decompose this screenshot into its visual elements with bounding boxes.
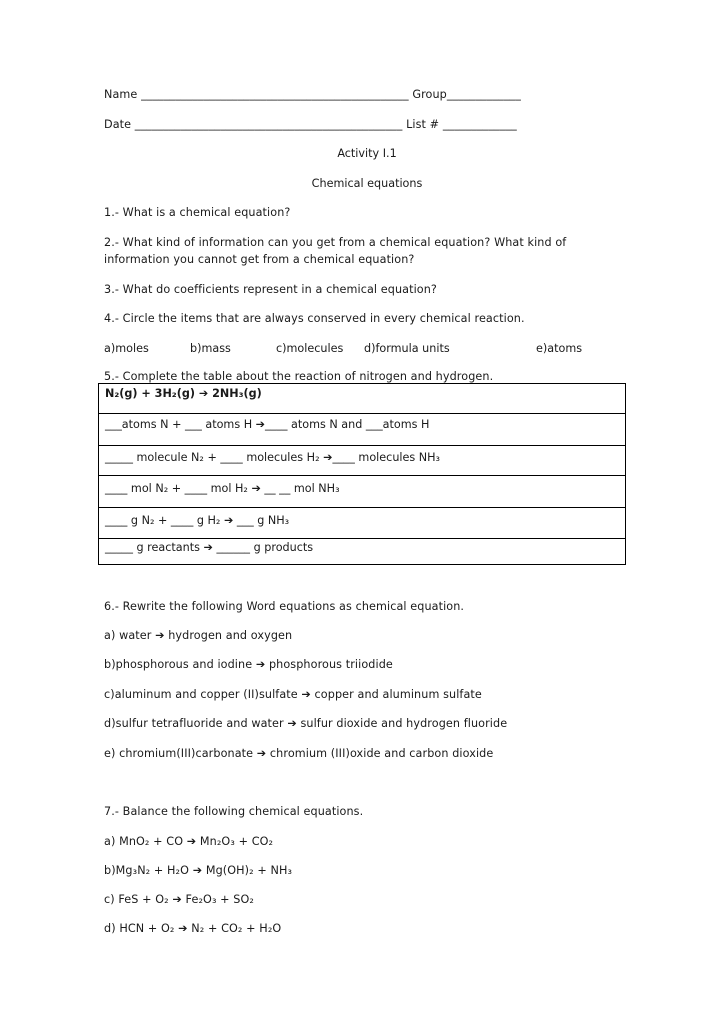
- question-7: 7.- Balance the following chemical equations.: [104, 805, 364, 818]
- reaction-table: [98, 383, 626, 565]
- list-label: List #: [406, 118, 440, 131]
- question-2-line-1: 2.- What kind of information can you get from a chemical equation? What kind of: [104, 236, 567, 249]
- name-field[interactable]: _______________________________________________: [141, 88, 409, 101]
- table-row[interactable]: [99, 538, 625, 566]
- option-moles[interactable]: a)moles: [104, 342, 149, 355]
- date-label: Date: [104, 118, 132, 131]
- option-mass[interactable]: b)mass: [190, 342, 231, 355]
- date-field[interactable]: _______________________________________________: [134, 118, 403, 131]
- balance-equation-c: c) FeS + O₂ ➔ Fe₂O₃ + SO₂: [104, 893, 255, 906]
- list-field[interactable]: _____________: [442, 118, 517, 131]
- word-equation-e: e) chromium(III)carbonate ➔ chromium (III)oxide and carbon dioxide: [104, 747, 494, 760]
- group-label: Group: [412, 88, 447, 101]
- option-molecules[interactable]: c)molecules: [276, 342, 344, 355]
- page-title: Chemical equations: [311, 177, 423, 190]
- option-atoms[interactable]: e)atoms: [536, 342, 583, 355]
- table-row-atoms: ___atoms N + ___ atoms H ➔____ atoms N and ___atoms H: [105, 418, 430, 431]
- question-6: 6.- Rewrite the following Word equations as chemical equation.: [104, 600, 465, 613]
- balance-equation-d: d) HCN + O₂ ➔ N₂ + CO₂ + H₂O: [104, 922, 282, 935]
- name-line: [104, 88, 521, 101]
- question-4: 4.- Circle the items that are always conserved in every chemical reaction.: [104, 312, 525, 325]
- group-field[interactable]: _____________: [446, 88, 521, 101]
- question-3: 3.- What do coefficients represent in a chemical equation?: [104, 283, 437, 296]
- table-header-row: [99, 383, 625, 415]
- question-2-line-2: information you cannot get from a chemical equation?: [104, 253, 415, 266]
- table-row[interactable]: [99, 413, 625, 446]
- word-equation-d: d)sulfur tetrafluoride and water ➔ sulfur dioxide and hydrogen fluoride: [104, 717, 508, 730]
- reaction-equation: N₂(g) + 3H₂(g) ➔ 2NH₃(g): [105, 387, 262, 400]
- balance-equation-b: b)Mg₃N₂ + H₂O ➔ Mg(OH)₂ + NH₃: [104, 864, 293, 877]
- name-label: Name: [104, 88, 138, 101]
- word-equation-c: c)aluminum and copper (II)sulfate ➔ copper and aluminum sulfate: [104, 688, 482, 701]
- word-equation-a: a) water ➔ hydrogen and oxygen: [104, 629, 293, 642]
- question-1: 1.- What is a chemical equation?: [104, 206, 291, 219]
- word-equation-b: b)phosphorous and iodine ➔ phosphorous triiodide: [104, 658, 393, 671]
- table-row-mass: _____ g reactants ➔ ______ g products: [105, 541, 314, 554]
- date-line: [104, 118, 517, 131]
- activity-title: Activity I.1: [337, 147, 397, 160]
- balance-equation-a: a) MnO₂ + CO ➔ Mn₂O₃ + CO₂: [104, 835, 274, 848]
- table-row[interactable]: [99, 507, 625, 539]
- option-formula-units[interactable]: d)formula units: [364, 342, 450, 355]
- table-row-grams: ____ g N₂ + ____ g H₂ ➔ ___ g NH₃: [105, 514, 290, 527]
- question-5: 5.- Complete the table about the reaction of nitrogen and hydrogen.: [104, 370, 494, 383]
- table-row[interactable]: [99, 475, 625, 508]
- table-row[interactable]: [99, 445, 625, 476]
- table-row-moles: ____ mol N₂ + ____ mol H₂ ➔ __ __ mol NH₃: [105, 482, 340, 495]
- table-row-molecules: _____ molecule N₂ + ____ molecules H₂ ➔____ molecules NH₃: [105, 451, 441, 464]
